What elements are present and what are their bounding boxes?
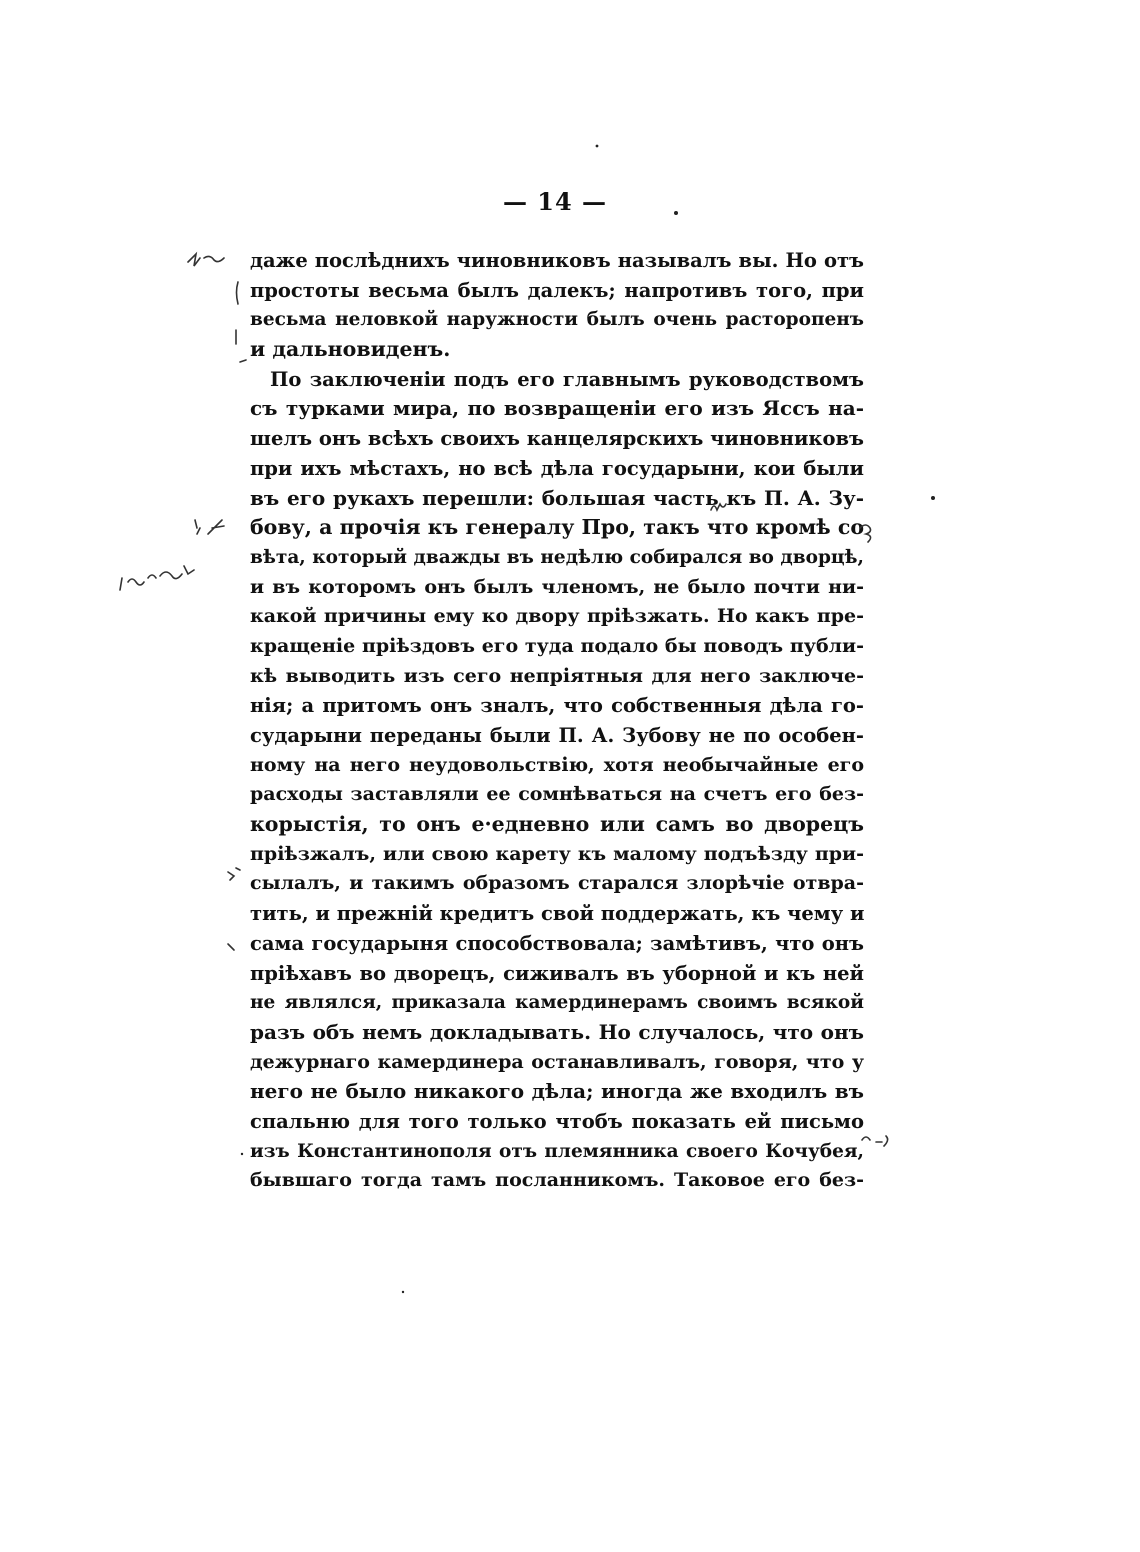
text-line: спальню для того только чтобъ показать ей письмо [250, 1109, 864, 1133]
text-line: при ихъ мѣстахъ, но всѣ дѣла государыни, кои были [250, 456, 864, 480]
text-line: разъ объ немъ докладывать. Но случалось, что онъ [250, 1019, 864, 1044]
margin-scribble-4 [862, 1136, 888, 1146]
margin-tick-4 [228, 944, 234, 950]
text-line: него не было никакого дѣла; иногда же входилъ въ [250, 1079, 864, 1104]
text-line: пріѣзжалъ, или свою карету къ малому подъѣзду при- [250, 842, 864, 865]
text-line: кращеніе пріѣздовъ его туда подало бы поводъ публи- [250, 634, 864, 657]
margin-handwriting [120, 566, 194, 590]
text-line: дежурнаго камердинера останавливалъ, говоря, что у [250, 1050, 864, 1073]
text-line: весьма неловкой наружности былъ очень расторопенъ [250, 309, 864, 331]
text-line: расходы заставляли ее сомнѣваться на счетъ его без- [250, 783, 864, 806]
text-line: не являлся, приказала камердинерамъ своимъ всякой [250, 992, 864, 1014]
text-line: По заключеніи подъ его главнымъ руководствомъ [270, 367, 864, 391]
text-line: и дальновиденъ. [250, 337, 451, 362]
text-line: сылалъ, и такимъ образомъ старался злорѣчіе отвра- [250, 872, 864, 895]
speck-2 [674, 211, 678, 215]
text-line: пріѣхавъ во дворецъ, сиживалъ въ уборной и къ ней [250, 961, 864, 985]
margin-scribble-2 [195, 520, 224, 534]
body-text [250, 246, 864, 1196]
text-line: и въ которомъ онъ былъ членомъ, не было почти ни- [250, 575, 864, 598]
speck-5 [241, 1153, 243, 1155]
margin-scribble-1 [188, 254, 224, 266]
page-number: — 14 — [502, 187, 608, 216]
text-line: вѣта, который дважды въ недѣлю собирался во дворцѣ, [250, 546, 864, 568]
margin-tick-2 [240, 360, 246, 362]
text-line: какой причины ему ко двору пріѣзжать. Но какъ пре- [250, 605, 864, 628]
speck-4 [402, 1291, 404, 1293]
text-line: кѣ выводить изъ сего непріятныя для него заключе- [250, 664, 864, 687]
text-line: даже послѣднихъ чиновниковъ называлъ вы. Но отъ [250, 249, 864, 272]
text-line: въ его рукахъ перешли: большая часть къ П. А. Зу- [250, 485, 864, 510]
text-line: шелъ онъ всѣхъ своихъ канцелярскихъ чиновниковъ [250, 427, 864, 451]
text-line: простоты весьма былъ далекъ; напротивъ того, при [250, 278, 864, 302]
text-line: съ турками мира, по возвращеніи его изъ Яссъ на- [250, 396, 864, 421]
margin-tick-3 [228, 868, 240, 880]
text-line: сама государыня способствовала; замѣтивъ, что онъ [250, 931, 864, 955]
text-line: бову, а прочія къ генералу Про, такъ что кромѣ со [250, 515, 864, 540]
speck-1 [596, 145, 599, 148]
text-line: корыстія, то онъ е·едневно или самъ во дворецъ [250, 812, 864, 837]
text-line: бывшаго тогда тамъ посланникомъ. Таковое его без- [250, 1169, 864, 1192]
text-line: сударыни переданы были П. А. Зубову не по особен- [250, 724, 864, 747]
text-line: нія; а притомъ онъ зналъ, что собственныя дѣла го- [250, 694, 864, 718]
text-line: изъ Константинополя отъ племянника своего Кочубея, [250, 1140, 864, 1162]
margin-bracket-1 [237, 282, 239, 304]
text-line: ному на него неудовольствію, хотя необычайные его [250, 753, 864, 776]
speck-3 [931, 496, 935, 500]
text-line: тить, и прежній кредитъ свой поддержать, къ чему и [250, 902, 865, 926]
